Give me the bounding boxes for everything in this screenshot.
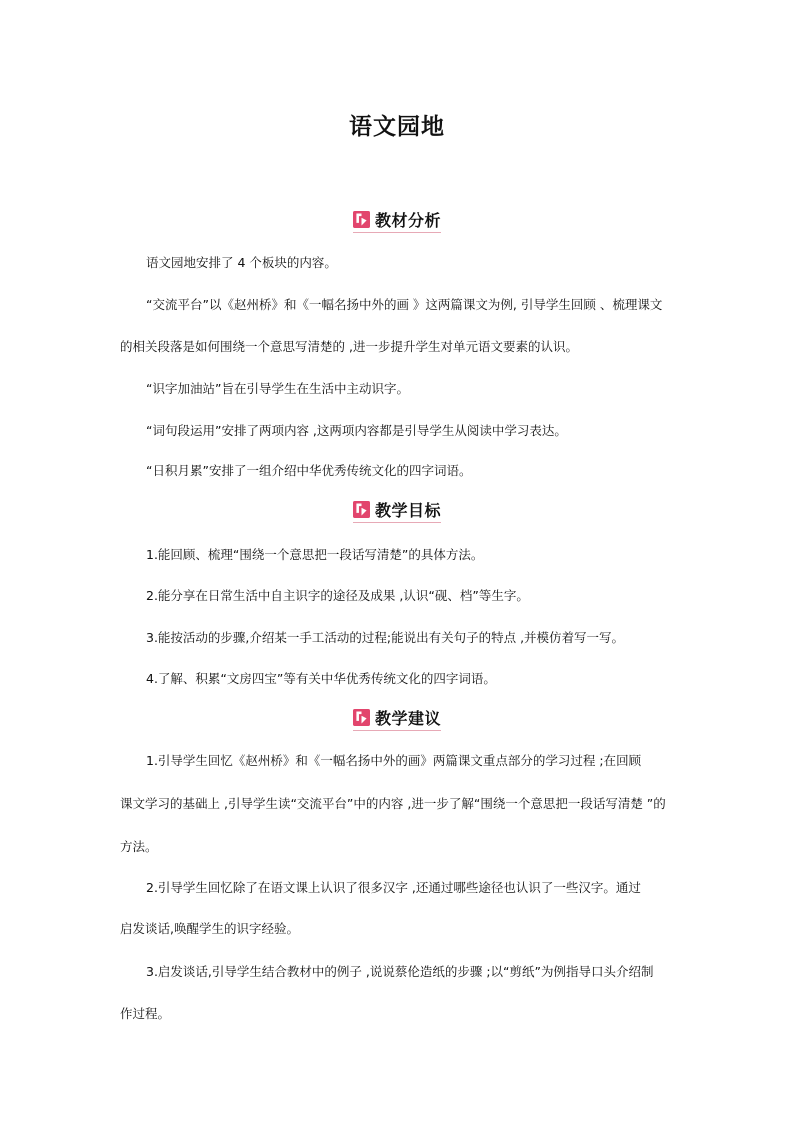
section-marker-icon (353, 501, 370, 518)
paragraph-line: 1.能回顾、梳理“围绕一个意思把一段话写清楚”的具体方法。 (146, 547, 484, 562)
section-marker-icon (353, 211, 370, 228)
section-heading-label: 教学目标 (374, 500, 441, 520)
paragraph-line: 作过程。 (120, 1006, 171, 1021)
paragraph-line: 的相关段落是如何围绕一个意思写清楚的 ,进一步提升学生对单元语文要素的认识。 (120, 339, 578, 354)
paragraph-line: 课文学习的基础上 ,引导学生读“交流平台”中的内容 ,进一步了解“围绕一个意思把一段话写清楚 ”的 (120, 796, 666, 811)
paragraph-line: “交流平台”以《赵州桥》和《一幅名扬中外的画 》这两篇课文为例, 引导学生回顾 、梳理课文 (146, 297, 663, 312)
paragraph-line: 1.引导学生回忆《赵州桥》和《一幅名扬中外的画》两篇课文重点部分的学习过程 ;在回顾 (146, 753, 642, 768)
paragraph-line: 2.引导学生回忆除了在语文课上认识了很多汉字 ,还通过哪些途径也认识了一些汉字。通过 (146, 880, 641, 895)
section-heading-objectives (0, 497, 794, 523)
section-heading-analysis (0, 207, 794, 233)
paragraph-line: 启发谈话,唤醒学生的识字经验。 (120, 921, 299, 936)
section-heading-label: 教材分析 (374, 210, 441, 230)
section-heading-label: 教学建议 (374, 708, 441, 728)
section-marker-icon (353, 709, 370, 726)
paragraph-line: “日积月累”安排了一组介绍中华优秀传统文化的四字词语。 (146, 463, 472, 478)
paragraph-line: “词句段运用”安排了两项内容 ,这两项内容都是引导学生从阅读中学习表达。 (146, 423, 567, 438)
paragraph-line: “识字加油站”旨在引导学生在生活中主动识字。 (146, 381, 409, 396)
paragraph-line: 3.能按活动的步骤,介绍某一手工活动的过程;能说出有关句子的特点 ,并模仿着写一写。 (146, 630, 625, 645)
paragraph-line: 4.了解、积累“文房四宝”等有关中华优秀传统文化的四字词语。 (146, 671, 496, 686)
page-title: 语文园地 (349, 114, 445, 140)
paragraph-line: 2.能分享在日常生活中自主识字的途径及成果 ,认识“砚、档”等生字。 (146, 588, 529, 603)
paragraph-line: 方法。 (120, 839, 158, 854)
paragraph-line: 3.启发谈话,引导学生结合教材中的例子 ,说说蔡伦造纸的步骤 ;以“剪纸”为例指导口头介绍制 (146, 964, 654, 979)
section-heading-suggestions (0, 705, 794, 731)
paragraph-line: 语文园地安排了 4 个板块的内容。 (146, 255, 337, 270)
